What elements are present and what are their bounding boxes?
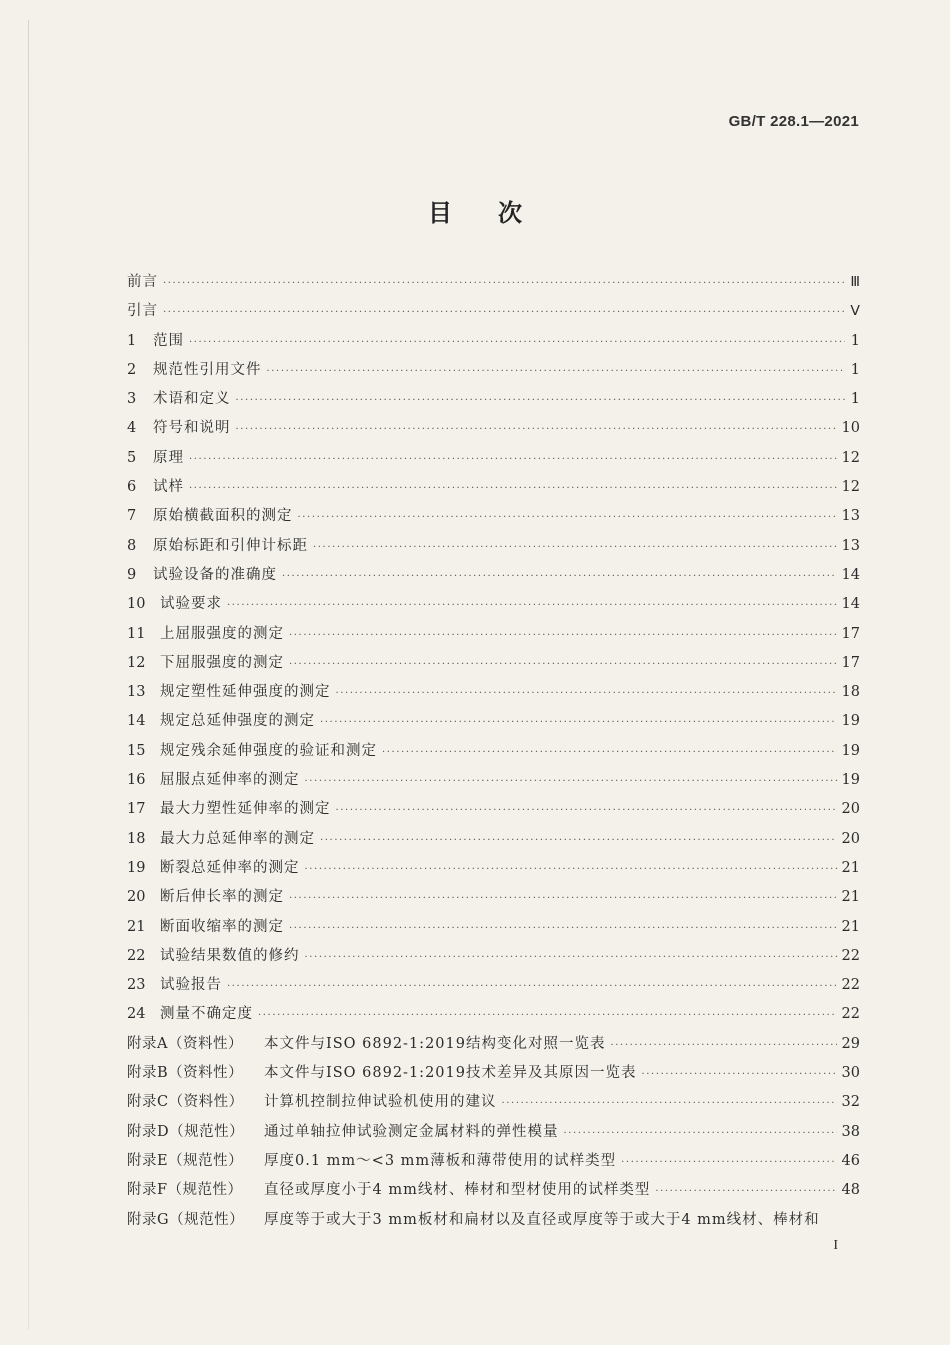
toc-page-number: 1: [850, 391, 860, 408]
toc-entry-title: 符号和说明: [153, 420, 231, 437]
toc-entry-number: 8: [127, 537, 137, 554]
toc-page-number: 13: [841, 508, 860, 525]
toc-entry-title: 原始横截面积的测定: [153, 508, 293, 525]
toc-entry-number: 9: [127, 566, 137, 583]
toc-page-number: 21: [841, 889, 860, 906]
toc-entry-title: 屈服点延伸率的测定: [160, 772, 300, 789]
toc-leader-dots: [320, 826, 837, 855]
toc-page-number: 38: [841, 1123, 860, 1140]
toc-entry-title: 试验要求: [160, 596, 222, 613]
toc-page-number: 21: [841, 918, 860, 935]
toc-entry[interactable]: [127, 942, 860, 971]
toc-leader-dots: [258, 1001, 837, 1030]
toc-entry[interactable]: [127, 971, 860, 1000]
toc-entry[interactable]: [127, 502, 860, 531]
toc-page-number: 13: [841, 537, 860, 554]
toc-entry[interactable]: [127, 854, 860, 883]
toc-page-number: 12: [841, 449, 860, 466]
toc-entry-number: 14: [127, 713, 146, 730]
toc-leader-dots: [313, 533, 837, 562]
toc-page-number: 18: [841, 684, 860, 701]
toc-entry-number: 2: [127, 361, 137, 378]
toc-entry-title: 厚度等于或大于3 mm板材和扁材以及直径或厚度等于或大于4 mm线材、棒材和: [264, 1211, 820, 1228]
toc-entry-title: 范围: [153, 332, 184, 349]
toc-page-number: 19: [841, 772, 860, 789]
toc-leader-dots: [289, 621, 837, 650]
toc-entry[interactable]: [127, 766, 860, 795]
toc-entry-title: 试验报告: [160, 977, 222, 994]
toc-entry[interactable]: [127, 1147, 860, 1176]
toc-page-number: 17: [841, 625, 860, 642]
toc-entry-number: 21: [127, 918, 146, 935]
toc-entry-title: 引言: [127, 303, 158, 320]
toc-entry[interactable]: [127, 913, 860, 942]
toc-page-number: 10: [841, 420, 860, 437]
toc-entry-number: 20: [127, 889, 146, 906]
toc-leader-dots: [267, 357, 846, 386]
toc-page-number: 17: [841, 654, 860, 671]
toc-entry[interactable]: [127, 356, 860, 385]
toc-leader-dots: [502, 1089, 837, 1118]
toc-entry-title: 断裂总延伸率的测定: [160, 859, 300, 876]
toc-page-number: 21: [841, 859, 860, 876]
toc-annex-label: 附录A（资料性）: [127, 1035, 243, 1052]
toc-entry-title: 直径或厚度小于4 mm线材、棒材和型材使用的试样类型: [264, 1182, 651, 1199]
toc-entry-number: 7: [127, 508, 137, 525]
toc-entry[interactable]: [127, 1059, 860, 1088]
toc-entry-number: 23: [127, 977, 146, 994]
toc-leader-dots: [305, 767, 837, 796]
toc-entry[interactable]: [127, 649, 860, 678]
toc-leader-dots: [336, 796, 837, 825]
toc-entry-number: 24: [127, 1006, 146, 1023]
toc-annex-label: 附录F（规范性）: [127, 1182, 243, 1199]
toc-entry[interactable]: [127, 473, 860, 502]
toc-page-number: Ⅴ: [850, 304, 860, 320]
toc-entry[interactable]: [127, 883, 860, 912]
toc-leader-dots: [163, 298, 845, 327]
standard-code: GB/T 228.1—2021: [728, 113, 859, 130]
toc-leader-dots: [289, 914, 837, 943]
toc-entry-number: 4: [127, 420, 137, 437]
toc-leader-dots: [655, 1177, 836, 1206]
toc-leader-dots: [236, 415, 837, 444]
toc-entry[interactable]: [127, 327, 860, 356]
toc-entry-number: 11: [127, 625, 146, 642]
toc-entry-title: 规定残余延伸强度的验证和测定: [160, 742, 377, 759]
toc-entry-title: 厚度0.1 mm～<3 mm薄板和薄带使用的试样类型: [264, 1152, 617, 1169]
toc-leader-dots: [163, 269, 845, 298]
toc-entry-title: 前言: [127, 274, 158, 290]
toc-entry[interactable]: [127, 1088, 860, 1117]
toc-entry-number: 12: [127, 654, 146, 671]
toc-entry-title: 原始标距和引伸计标距: [153, 537, 308, 554]
toc-entry-title: 术语和定义: [153, 391, 231, 408]
toc-page-number: 14: [841, 566, 860, 583]
toc-entry[interactable]: [127, 1000, 860, 1029]
toc-page-number: Ⅲ: [850, 275, 860, 290]
toc-leader-dots: [336, 679, 837, 708]
toc-page-number: 1: [850, 332, 860, 349]
toc-entry[interactable]: [127, 590, 860, 619]
toc-entry-title: 测量不确定度: [160, 1006, 253, 1023]
toc-entry-number: 22: [127, 947, 146, 964]
toc-page-number: 30: [841, 1065, 860, 1082]
toc-annex-label: 附录G（规范性）: [127, 1211, 245, 1228]
toc-entry-title: 规定塑性延伸强度的测定: [160, 684, 331, 701]
toc-entry-number: 15: [127, 742, 146, 759]
toc-leader-dots: [610, 1031, 836, 1060]
toc-leader-dots: [305, 855, 837, 884]
toc-entry[interactable]: [127, 1206, 860, 1235]
toc-annex-label: 附录C（资料性）: [127, 1094, 244, 1111]
toc-leader-dots: [298, 503, 837, 532]
toc-entry-number: 3: [127, 391, 137, 408]
toc-annex-label: 附录E（规范性）: [127, 1152, 244, 1169]
toc-page-number: 22: [841, 947, 860, 964]
toc-entry-number: 18: [127, 830, 146, 847]
toc-entry[interactable]: [127, 678, 860, 707]
toc-annex-label: 附录D（规范性）: [127, 1123, 245, 1140]
toc-page-number: 19: [841, 742, 860, 759]
toc-page-number: 20: [841, 830, 860, 847]
toc-page-number: 20: [841, 801, 860, 818]
toc-leader-dots: [236, 386, 846, 415]
toc-entry[interactable]: [127, 561, 860, 590]
toc-entry[interactable]: [127, 297, 860, 326]
toc-leader-dots: [289, 884, 837, 913]
toc-entry-title: 试样: [153, 479, 184, 496]
toc-entry[interactable]: [127, 385, 860, 414]
toc-leader-dots: [189, 328, 845, 357]
toc-leader-dots: [282, 562, 837, 591]
toc-entry[interactable]: [127, 795, 860, 824]
toc-page-number: 46: [841, 1152, 860, 1169]
toc-entry-number: 6: [127, 479, 137, 496]
toc-entry[interactable]: [127, 444, 860, 473]
page-title: 目次: [428, 199, 568, 227]
toc-entry-title: 最大力塑性延伸率的测定: [160, 801, 331, 818]
toc-entry[interactable]: [127, 1176, 860, 1205]
toc-entry-number: 10: [127, 596, 146, 613]
toc-entry-title: 最大力总延伸率的测定: [160, 830, 315, 847]
toc-entry-title: 计算机控制拉伸试验机使用的建议: [264, 1094, 497, 1111]
toc-page-number: 1: [850, 361, 860, 378]
toc-entry[interactable]: [127, 532, 860, 561]
toc-entry[interactable]: [127, 620, 860, 649]
toc-page-number: 22: [841, 977, 860, 994]
toc-entry[interactable]: [127, 825, 860, 854]
toc-leader-dots: [382, 738, 837, 767]
toc-entry-title: 本文件与ISO 6892-1:2019结构变化对照一览表: [264, 1035, 606, 1052]
toc-entry[interactable]: [127, 707, 860, 736]
toc-entry-title: 通过单轴拉伸试验测定金属材料的弹性模量: [264, 1123, 559, 1140]
toc-entry[interactable]: [127, 1118, 860, 1147]
toc-leader-dots: [189, 474, 837, 503]
toc-page-number: 12: [841, 479, 860, 496]
toc-leader-dots: [289, 650, 837, 679]
toc-leader-dots: [227, 591, 837, 620]
toc-page-number: 19: [841, 713, 860, 730]
toc-entry-number: 16: [127, 772, 146, 789]
toc-entry-title: 规范性引用文件: [153, 361, 262, 378]
toc-entry-number: 19: [127, 859, 146, 876]
toc-page-number: 14: [841, 596, 860, 613]
toc-page-number: 32: [841, 1094, 860, 1111]
toc-leader-dots: [564, 1119, 837, 1148]
toc-entry-title: 试验结果数值的修约: [160, 947, 300, 964]
toc-annex-label: 附录B（资料性）: [127, 1065, 244, 1082]
toc-entry-title: 试验设备的准确度: [153, 566, 277, 583]
toc-leader-dots: [621, 1148, 836, 1177]
toc-entry[interactable]: [127, 1030, 860, 1059]
toc-entry-title: 规定总延伸强度的测定: [160, 713, 315, 730]
footer-page-number: I: [833, 1238, 838, 1253]
toc-entry-number: 5: [127, 449, 137, 466]
toc-leader-dots: [305, 943, 837, 972]
toc-entry-number: 17: [127, 801, 146, 818]
table-of-contents: [127, 268, 860, 1235]
toc-leader-dots: [641, 1060, 836, 1089]
toc-page-number: 29: [841, 1035, 860, 1052]
toc-entry-title: 断后伸长率的测定: [160, 889, 284, 906]
toc-entry[interactable]: [127, 737, 860, 766]
toc-leader-dots: [320, 708, 837, 737]
toc-leader-dots: [227, 972, 837, 1001]
toc-leader-dots: [189, 445, 837, 474]
toc-entry-title: 本文件与ISO 6892-1:2019技术差异及其原因一览表: [264, 1065, 637, 1082]
toc-entry-title: 断面收缩率的测定: [160, 918, 284, 935]
toc-page-number: 48: [841, 1182, 860, 1199]
toc-page-number: 22: [841, 1006, 860, 1023]
toc-entry[interactable]: [127, 268, 860, 297]
toc-entry-title: 上屈服强度的测定: [160, 625, 284, 642]
toc-entry-number: 1: [127, 332, 137, 349]
toc-entry-number: 13: [127, 684, 146, 701]
toc-entry-title: 下屈服强度的测定: [160, 654, 284, 671]
toc-entry[interactable]: [127, 414, 860, 443]
toc-entry-title: 原理: [153, 449, 184, 466]
